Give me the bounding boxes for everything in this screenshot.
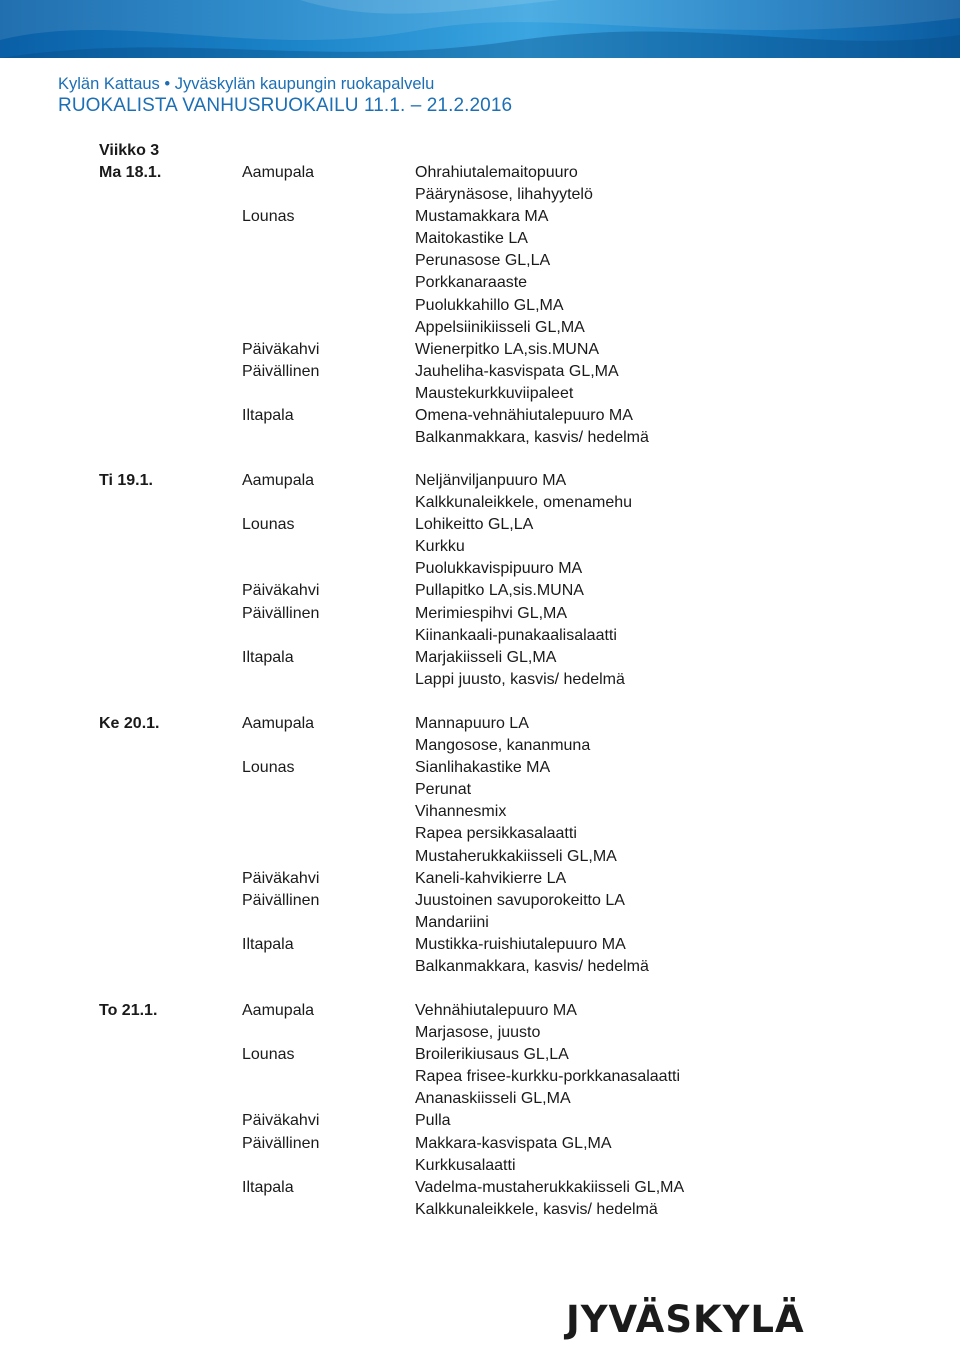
dish-name: Appelsiinikiisseli GL,MA [415,318,585,336]
dish-name: Vehnähiutalepuuro MA [415,1002,577,1019]
menu-row [0,295,960,317]
dish-name: Mustamakkara MA [415,208,549,226]
meal-type: Päivällinen [242,1134,320,1152]
dish-name: Omena-vehnähiutalepuuro MA [415,407,633,425]
dish-name: Kurkku [415,538,465,556]
menu-row [0,890,960,912]
dish-name: Puolukkavispipuuro MA [415,560,583,578]
menu-row [0,846,960,868]
dish-name: Mandariini [415,913,489,931]
menu-row [0,1110,960,1132]
meal-list [0,470,960,691]
meal-type: Aamupala [242,715,315,732]
dish-name: Vadelma-mustaherukkakiisseli GL,MA [415,1178,685,1196]
dish-name: Balkanmakkara, kasvis/ hedelmä [415,429,649,447]
menu-row [0,492,960,514]
meal-type: Päivällinen [242,891,320,909]
city-logo [566,1296,805,1344]
menu-row [0,1177,960,1199]
menu-row [0,1155,960,1177]
dish-name: Wienerpitko LA,sis.MUNA [415,340,600,358]
menu-row [0,934,960,956]
meal-type: Aamupala [242,164,315,181]
dish-name: Perunat [415,781,472,799]
dish-name: Marjakiisseli GL,MA [415,648,557,666]
menu-row [0,250,960,272]
dish-name: Marjasose, juusto [415,1024,541,1042]
dish-name: Sianlihakastike MA [415,759,551,777]
menu-row [0,1133,960,1155]
meal-type: Päiväkahvi [242,1112,320,1130]
dish-name: Neljänviljanpuuro MA [415,472,567,489]
day-block [0,1000,960,1221]
day-label: To 21.1. [99,1002,158,1019]
dish-name: Jauheliha-kasvispata GL,MA [415,362,619,380]
meal-type: Lounas [242,208,295,226]
dish-name: Mustaherukkakiisseli GL,MA [415,847,617,865]
dish-name: Broilerikiusaus GL,LA [415,1046,569,1064]
dish-name: Lappi juusto, kasvis/ hedelmä [415,670,625,688]
dish-name: Ohrahiutalemaitopuuro [415,164,578,181]
dish-name: Rapea persikkasalaatti [415,825,577,843]
menu-row [0,625,960,647]
dish-name: Vihannesmix [415,803,507,821]
menu-row [0,1044,960,1066]
dish-name: Kiinankaali-punakaalisalaatti [415,626,617,644]
dish-name: Merimiespihvi GL,MA [415,604,568,622]
menu-row [0,735,960,757]
day-label: Ti 19.1. [99,472,153,489]
day-block [0,713,960,978]
menu-row [0,339,960,361]
dish-name: Mustikka-ruishiutalepuuro MA [415,935,626,953]
menu-row [0,1000,960,1022]
menu-row [0,514,960,536]
week-label: Viikko 3 [99,142,160,159]
menu-row [0,361,960,383]
day-block [0,162,960,449]
menu-row [0,1088,960,1110]
menu-row [0,427,960,449]
menu-row [0,580,960,602]
menu-row [0,184,960,206]
menu-row [0,162,960,184]
meal-type: Lounas [242,516,295,534]
menu-row [0,801,960,823]
menu-row [0,1199,960,1221]
meal-type: Iltapala [242,407,294,425]
day-label: Ma 18.1. [99,164,162,181]
meal-type: Päiväkahvi [242,582,320,600]
dish-name: Ananaskiisseli GL,MA [415,1090,571,1108]
meal-type: Päivällinen [242,604,320,622]
meal-type: Päiväkahvi [242,869,320,887]
dish-name: Makkara-kasvispata GL,MA [415,1134,612,1152]
dish-name: Kaneli-kahvikierre LA [415,869,567,887]
menu-row [0,868,960,890]
menu-row [0,383,960,405]
menu-row [0,669,960,691]
logo-text: JYVÄSKYLÄ [566,1298,805,1341]
meal-type: Lounas [242,1046,295,1064]
dish-name: Kalkkunaleikkele, omenamehu [415,494,633,512]
dish-name: Maustekurkkuviipaleet [415,384,574,402]
dish-name: Päärynäsose, lihahyytelö [415,186,593,204]
dish-name: Rapea frisee-kurkku-porkkanasalaatti [415,1068,681,1086]
menu-row [0,647,960,669]
dish-name: Maitokastike LA [415,230,528,248]
meal-type: Iltapala [242,648,294,666]
meal-type: Aamupala [242,1002,315,1019]
dish-name: Kalkkunaleikkele, kasvis/ hedelmä [415,1200,658,1218]
menu-row [0,536,960,558]
menu-row [0,272,960,294]
menu-row [0,470,960,492]
menu-row [0,558,960,580]
menu-row [0,603,960,625]
day-label: Ke 20.1. [99,715,160,732]
menu-row [0,1066,960,1088]
menu-row [0,317,960,339]
menu-title: RUOKALISTA VANHUSRUOKAILU 11.1. – 21.2.2016 [58,95,513,116]
menu-row [0,823,960,845]
menu-row [0,912,960,934]
dish-name: Mannapuuro LA [415,715,529,732]
dish-name: Porkkanaraaste [415,274,528,292]
dish-name: Lohikeitto GL,LA [415,516,534,534]
meal-type: Aamupala [242,472,315,489]
meal-list [0,713,960,978]
menu-row [0,228,960,250]
meal-type: Päiväkahvi [242,340,320,358]
menu-row [0,757,960,779]
dish-name: Balkanmakkara, kasvis/ hedelmä [415,958,649,976]
menu-row [0,779,960,801]
dish-name: Kurkkusalaatti [415,1156,516,1174]
menu-row [0,1022,960,1044]
dish-name: Juustoinen savuporokeitto LA [415,891,625,909]
menu-row [0,405,960,427]
dish-name: Perunasose GL,LA [415,252,551,270]
menu-row [0,956,960,978]
menu-row [0,713,960,735]
menu-row [0,206,960,228]
meal-type: Iltapala [242,935,294,953]
meal-type: Lounas [242,759,295,777]
meal-type: Päivällinen [242,362,320,380]
meal-list [0,1000,960,1221]
dish-name: Mangosose, kananmuna [415,737,591,755]
dish-name: Pullapitko LA,sis.MUNA [415,582,584,600]
header-banner [0,0,960,58]
day-block [0,470,960,691]
dish-name: Pulla [415,1112,451,1130]
meal-type: Iltapala [242,1178,294,1196]
document-header [58,74,512,117]
organization-line: Kylän Kattaus • Jyväskylän kaupungin ruokapalvelu [58,75,435,93]
meal-list [0,162,960,449]
wave-decoration [0,0,960,58]
dish-name: Puolukkahillo GL,MA [415,296,564,314]
